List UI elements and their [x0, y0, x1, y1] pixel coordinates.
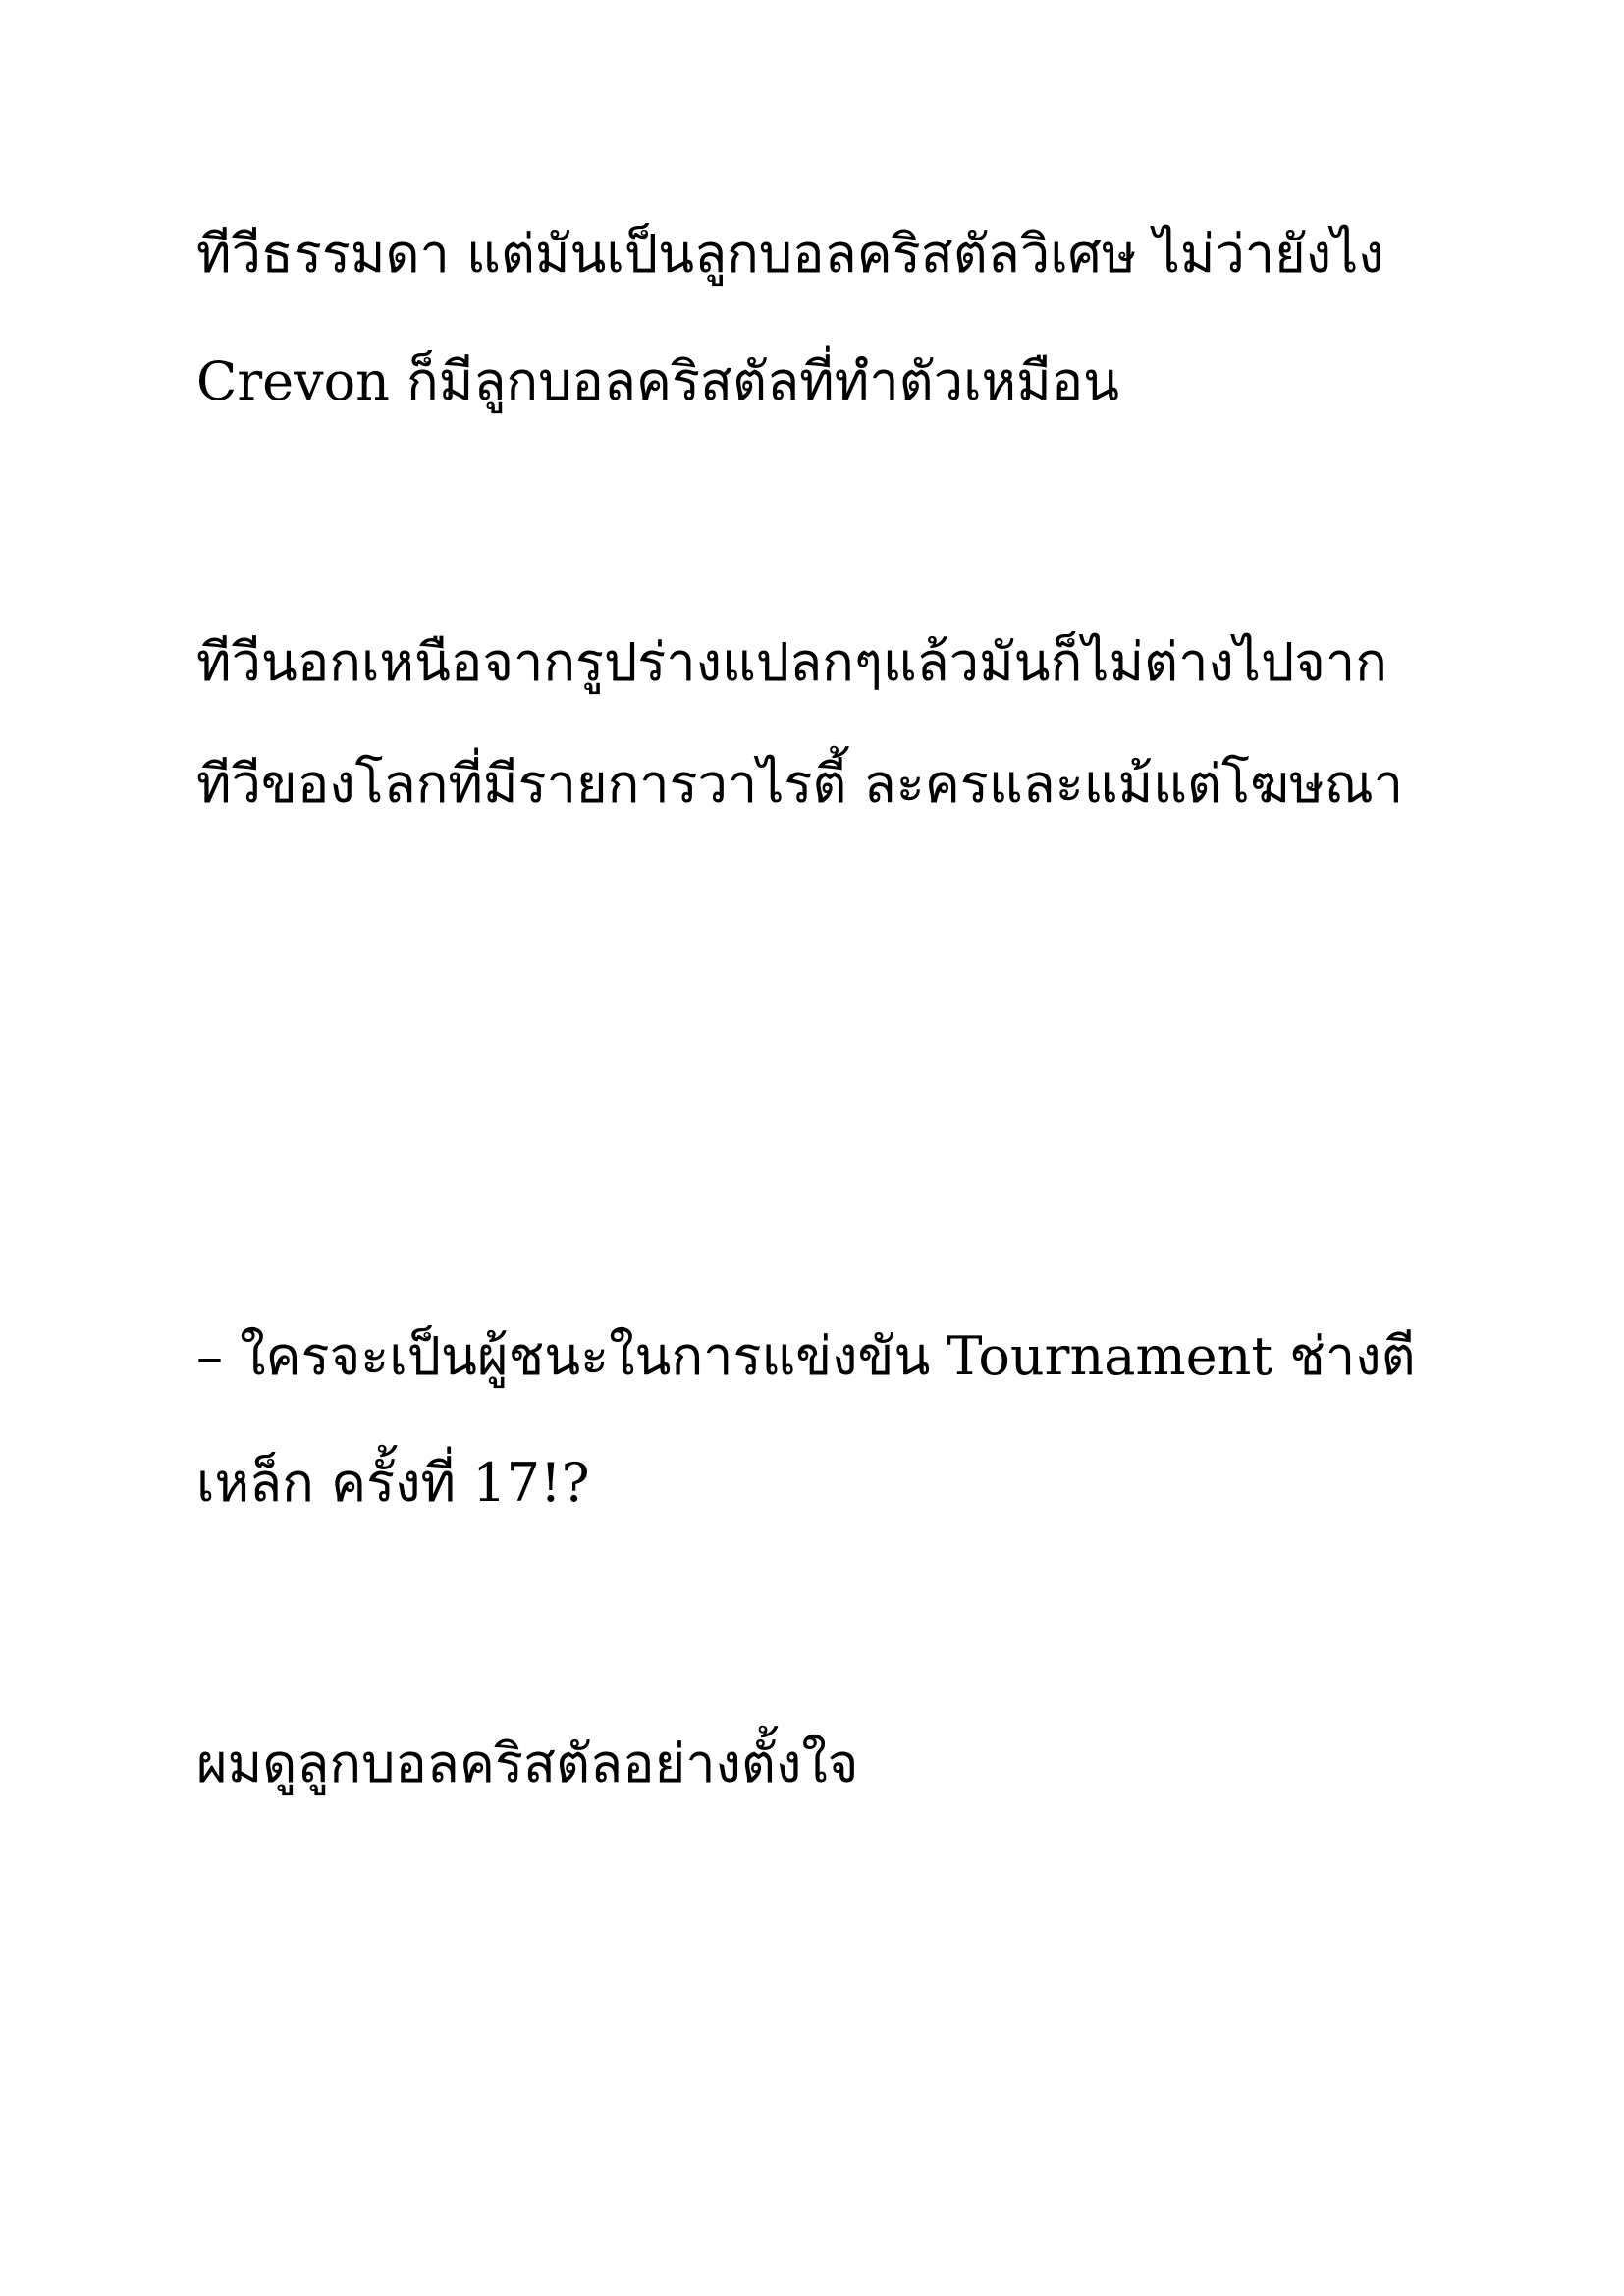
- text-line: Crevon ก็มีลูกบอลคริสตัลที่ทำตัวเหมือน: [196, 350, 1120, 412]
- text-line: ทีวีของโลกที่มีรายการวาไรตี้ ละครและแม้แต่โฆษณา: [196, 753, 1404, 815]
- text-line: ผมดูลูกบอลคริสตัลอย่างตั้งใจ: [196, 1733, 859, 1794]
- text-line: ทีวีธรรมดา แต่มันเป็นลูกบอลคริสตัลวิเศษ ไม่ว่ายังไง: [196, 223, 1384, 285]
- text-line: – ใครจะเป็นผู้ชนะในการแข่งขัน Tournament ช่างตี: [196, 1325, 1416, 1387]
- text-line: เหล็ก ครั้งที่ 17!?: [196, 1452, 590, 1514]
- text-line: ทีวีนอกเหนือจากรูปร่างแปลกๆแล้วมันก็ไม่ต่างไปจาก: [196, 631, 1387, 693]
